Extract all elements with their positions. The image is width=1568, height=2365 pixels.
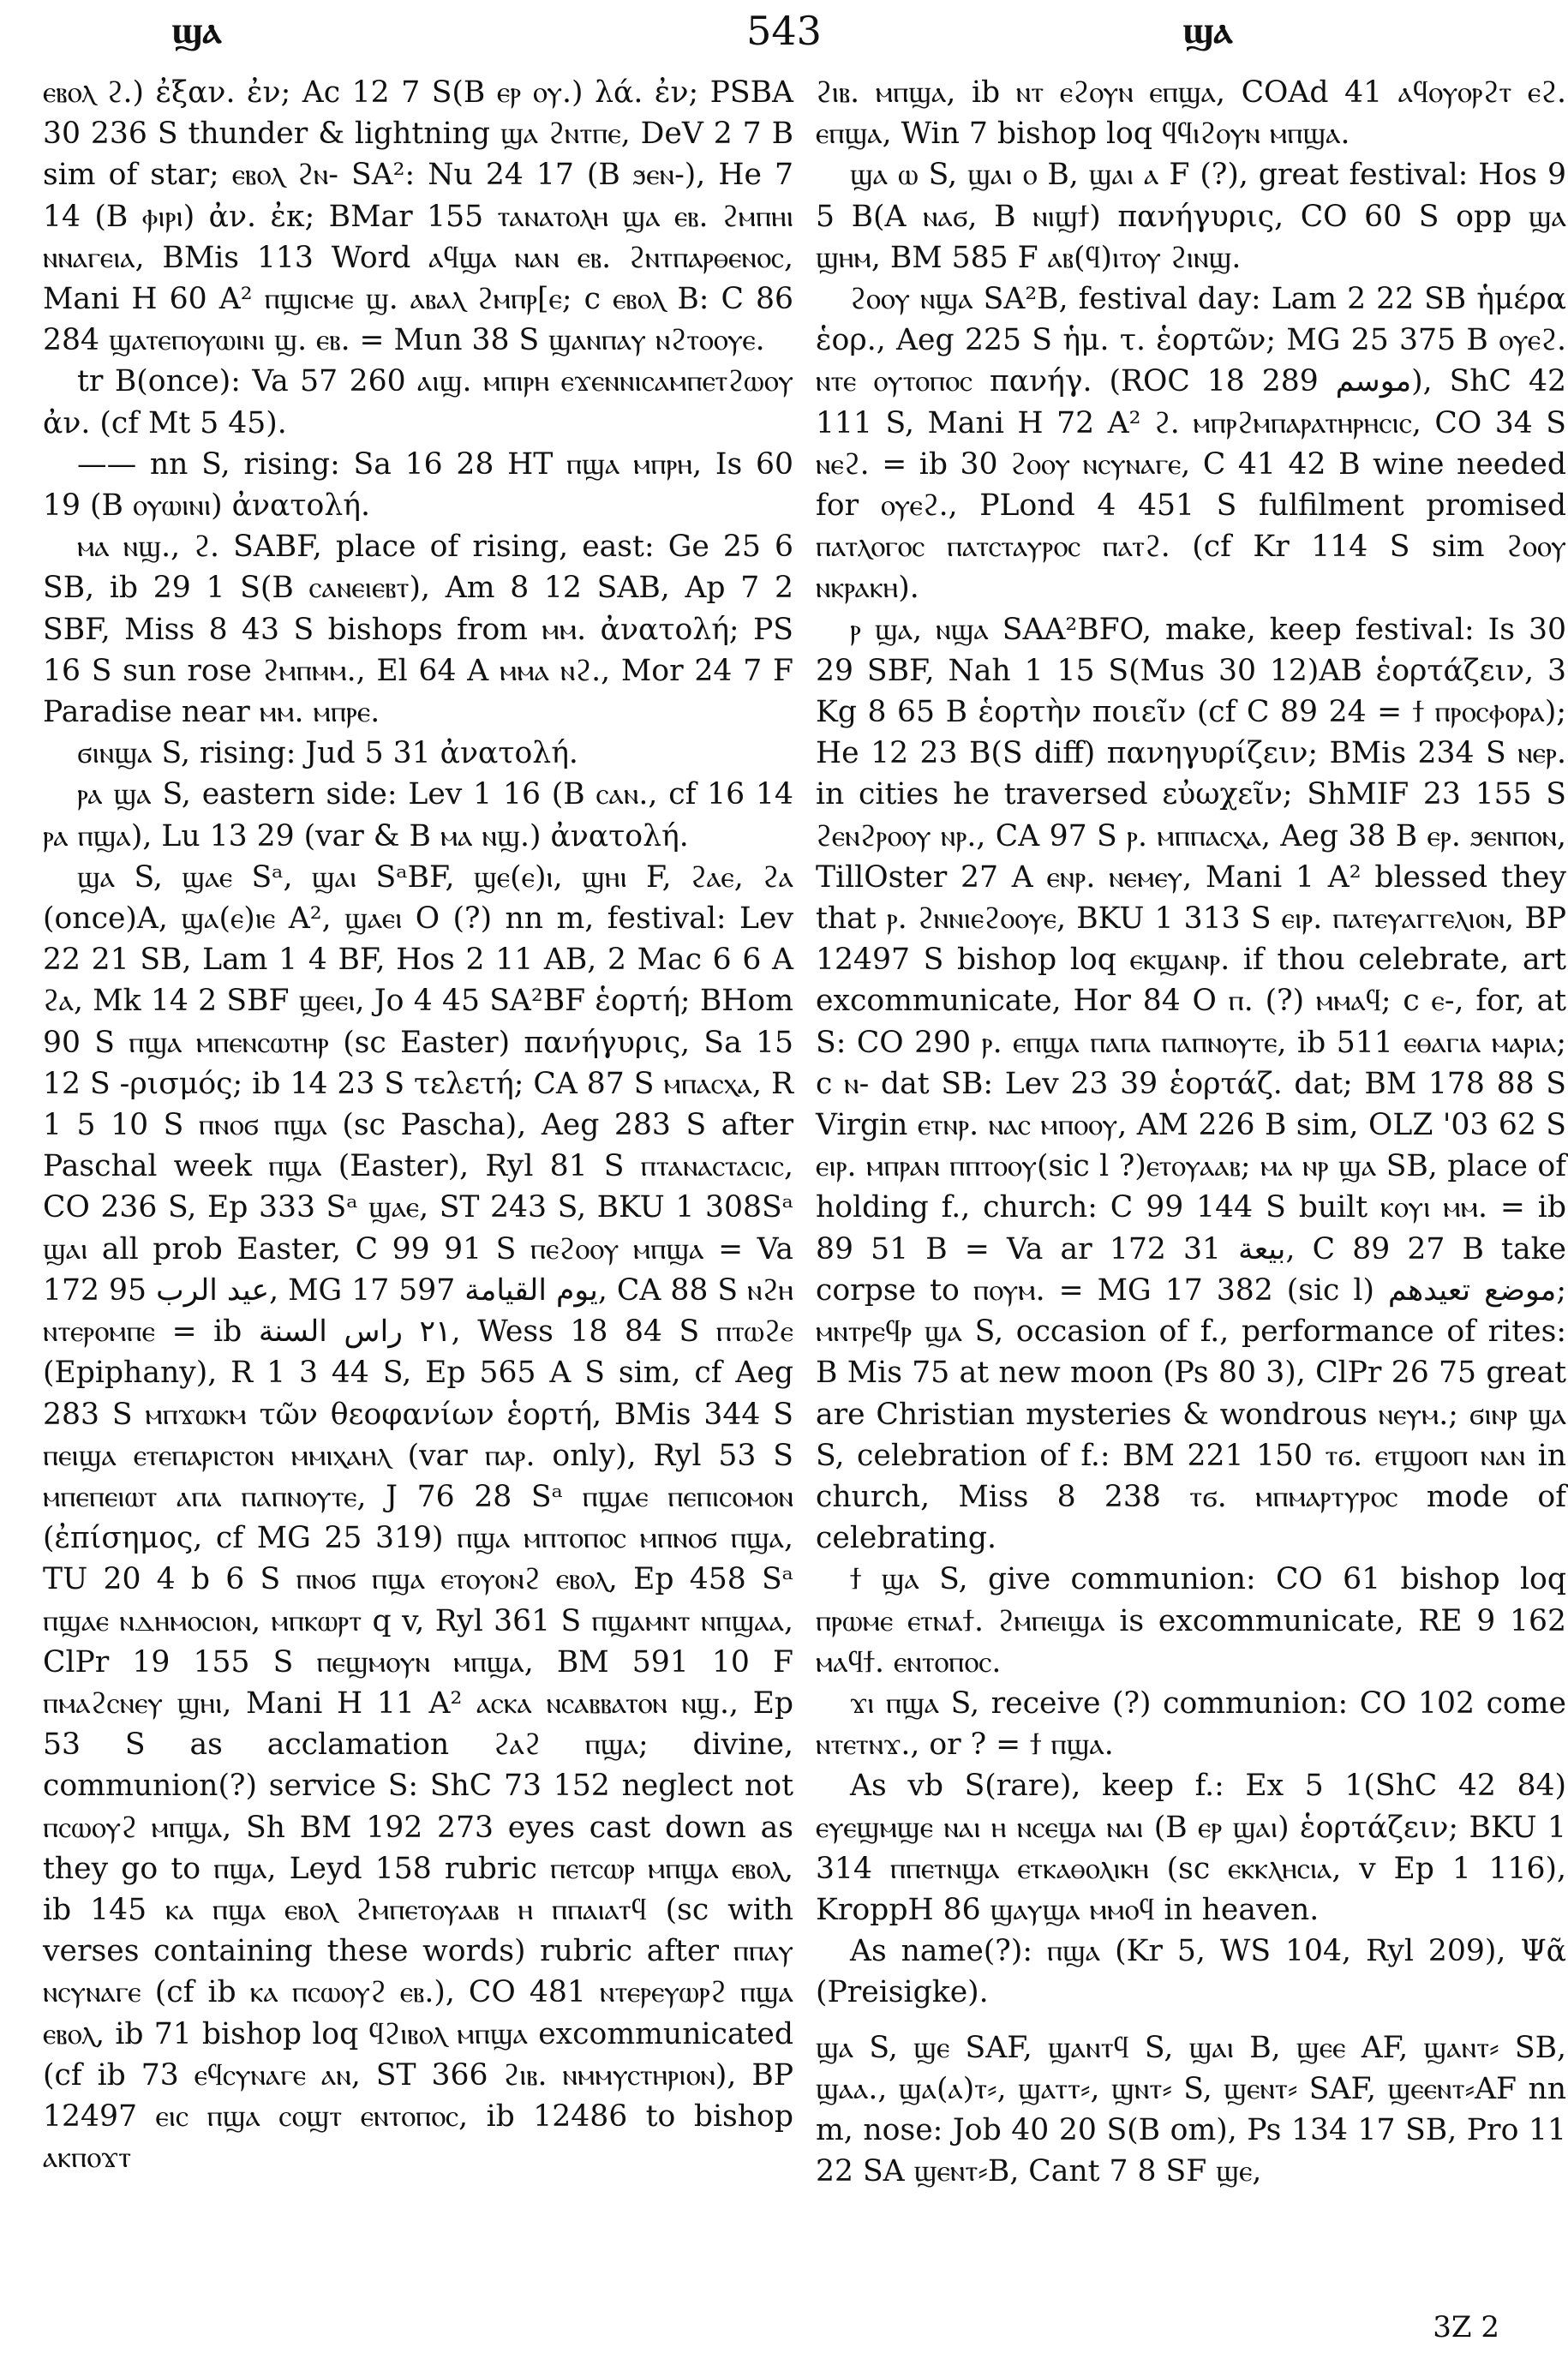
entry-paragraph: tr B(once): Va 57 260 ⲁⲓϣ. ⲙⲡⲓⲣⲏ ⲉϫⲉⲛⲛⲓⲥⲁⲙⲡⲉⲧϩⲱⲟⲩ ἀν. (cf Mt 5 45).: [43, 364, 793, 440]
entry-paragraph: ϣⲁ ⲱ S, ϣⲁⲓ ⲟ B, ϣⲁⲓ ⲁ F (?), great festival: Hos 9 5 B(A ⲛⲁϭ, B ⲛⲓϣϯ) πανήγυρις, CO 60 S opp ϣⲁ ϣⲏⲙ, BM 585 F ⲁⲃ(ϥ)ⲓⲧⲟⲩ ϩⲓⲛϣ.: [816, 158, 1566, 275]
left-column: [43, 72, 793, 2178]
entry-paragraph: As vb S(rare), keep f.: Ex 5 1(ShC 42 84) ⲉⲩⲉϣⲙϣⲉ ⲛⲁⲓ ⲏ ⲛⲥⲉϣⲁ ⲛⲁⲓ (B ⲉⲣ ϣⲁⲓ) ἑορτάζειν; BKU 1 314 ⲡⲡⲉⲧⲛϣⲁ ⲉⲧⲕⲁⲑⲟⲗⲓⲕⲏ (sc ⲉⲕⲕⲗⲏⲥⲓⲁ, v Ep 1 116), KroppH 86 ϣⲁⲩϣⲁ ⲙⲙⲟϥ in heaven.: [816, 1769, 1566, 1927]
entry-paragraph: ⲙⲁ ⲛϣ., ϩ. SABF, place of rising, east: Ge 25 6 SB, ib 29 1 S(B ⲥⲁⲛⲉⲓⲉⲃⲧ), Am 8 12 SAB, Ap 7 2 SBF, Miss 8 43 S bishops from ⲙⲙ. ἀνατολή; PS 16 S sun rose ϩⲙⲡⲙⲙ., El 64 A ⲙⲙⲁ ⲛϩ., Mor 24 7 F Paradise near ⲙⲙ. ⲙⲡⲣⲉ.: [43, 530, 793, 730]
entry-paragraph: ϯ ϣⲁ S, give communion: CO 61 bishop loq ⲡⲣⲱⲙⲉ ⲉⲧⲛⲁϯ. ϩⲙⲡⲉⲓϣⲁ is excommunicate, RE 9 162 ⲙⲁϥϯ. ⲉⲛⲧⲟⲡⲟⲥ.: [816, 1562, 1566, 1679]
entry-paragraph: As name(?): ⲡϣⲁ (Kr 5, WS 104, Ryl 209), Ψᾶ (Preisigke).: [816, 1934, 1566, 2010]
entry-paragraph: ⲣ ϣⲁ, ⲛϣⲁ SAA²BFO, make, keep festival: Is 30 29 SBF, Nah 1 15 S(Mus 30 12)AB ἑορτάζειν, 3 Kg 8 65 B ἑορτὴν ποιεῖν (cf C 89 24 = ϯ ⲡⲣⲟⲥⲫⲟⲣⲁ); He 12 23 B(S diff) πανηγυρίζειν; BMis 234 S ⲛⲉⲣ. in cities he traversed εὐωχεῖν; ShMIF 23 155 S ϩⲉⲛϩⲣⲟⲟⲩ ⲛⲣ., CA 97 S ⲣ. ⲙⲡⲡⲁⲥⲭⲁ, Aeg 38 B ⲉⲣ. ϧⲉⲛⲡⲟⲛ, TillOster 27 A ⲉⲛⲣ. ⲛⲉⲙⲉⲩ, Mani 1 A² blessed they that ⲣ. ϩⲛⲛⲓⲉϩⲟⲟⲩⲉ, BKU 1 313 S ⲉⲓⲣ. ⲡⲁⲧⲉⲩⲁⲅⲅⲉⲗⲓⲟⲛ, BP 12497 S bishop loq ⲉⲕϣⲁⲛⲣ. if thou celebrate, art excommunicate, Hor 84 O ⲡ. (?) ⲙⲙⲁϥ; c ⲉ-, for, at S: CO 290 ⲣ. ⲉⲡϣⲁ ⲡⲁⲡⲁ ⲡⲁⲡⲛⲟⲩⲧⲉ, ib 511 ⲉⲑⲁⲅⲓⲁ ⲙⲁⲣⲓⲁ; c ⲛ- dat SB: Lev 23 39 ἑορτάζ. dat; BM 178 88 S Virgin ⲉⲧⲛⲣ. ⲛⲁⲥ ⲙⲡⲟⲟⲩ, AM 226 B sim, OLZ '03 62 S ⲉⲓⲣ. ⲙⲡⲣⲁⲛ ⲡⲡⲧⲟⲟⲩ(sic l ?)ⲉⲧⲟⲩⲁⲁⲃ; ⲙⲁ ⲛⲣ ϣⲁ SB, place of holding f., church: C 99 144 S built ⲕⲟⲩⲓ ⲙⲙ. = ib 89 51 B = Va ar 172 31 بيعة, C 89 27 B take corpse to ⲡⲟⲩⲙ. = MG 17 382 (sic l) موضع تعيدهم; ⲙⲛⲧⲣⲉϥⲣ ϣⲁ S, occasion of f., performance of rites: B Mis 75 at new moon (Ps 80 3), ClPr 26 75 great are Christian mysteries & wondrous ⲛⲉⲩⲙ.; ϭⲓⲛⲣ ϣⲁ S, celebration of f.: BM 221 150 ⲧϭ. ⲉⲧϣⲟⲟⲡ ⲛⲁⲛ in church, Miss 8 238 ⲧϭ. ⲙⲡⲙⲁⲣⲧⲩⲣⲟⲥ mode of celebrating.: [816, 612, 1566, 1556]
entry-paragraph: ϫⲓ ⲡϣⲁ S, receive (?) communion: CO 102 come ⲛⲧⲉⲧⲛϫ., or ? = ϯ ⲡϣⲁ.: [816, 1685, 1566, 1763]
right-column: [816, 72, 1566, 2192]
entry-paragraph: ϣⲁ S, ϣⲁⲉ Sᵃ, ϣⲁⲓ SᵃBF, ϣⲉ(ⲉ)ⲓ, ϣⲏⲓ F, ϩⲁⲉ, ϩⲁ (once)A, ϣⲁ(ⲉ)ⲓⲉ A², ϣⲁⲉⲓ O (?) nn m, festival: Lev 22 21 SB, Lam 1 4 BF, Hos 2 11 AB, 2 Mac 6 6 A ϩⲁ, Mk 14 2 SBF ϣⲉⲉⲓ, Jo 4 45 SA²BF ἑορτή; BHom 90 S ⲡϣⲁ ⲙⲡⲉⲛⲥⲱⲧⲏⲣ (sc Easter) πανήγυρις, Sa 15 12 S -ρισμός; ib 14 23 S τελετή; CA 87 S ⲙⲡⲁⲥⲭⲁ, R 1 5 10 S ⲡⲛⲟϭ ⲡϣⲁ (sc Pascha), Aeg 283 S after Paschal week ⲡϣⲁ (Easter), Ryl 81 S ⲡⲧⲁⲛⲁⲥⲧⲁⲥⲓⲥ, CO 236 S, Ep 333 Sᵃ ϣⲁⲉ, ST 243 S, BKU 1 308Sᵃ ϣⲁⲓ all prob Easter, C 99 91 S ⲡⲉϩⲟⲟⲩ ⲙⲡϣⲁ = Va 172 95 عيد الرب, MG 17 597 يوم القيامة, CA 88 S ⲛϩⲏ ⲛⲧⲉⲣⲟⲙⲡⲉ = ib ٢١ راس السنة, Wess 18 84 S ⲡⲧⲱϩⲉ (Epiphany), R 1 3 44 S, Ep 565 A S sim, cf Aeg 283 S ⲙⲡϫⲱⲕⲙ τῶν θεοφανίων ἑορτή, BMis 344 S ⲡⲉⲓϣⲁ ⲉⲧⲉⲡⲁⲣⲓⲥⲧⲟⲛ ⲙⲙⲓⲭⲁⲏⲗ (var ⲡⲁⲣ. only), Ryl 53 S ⲙⲡⲉⲡⲉⲓⲱⲧ ⲁⲡⲁ ⲡⲁⲡⲛⲟⲩⲧⲉ, J 76 28 Sᵃ ⲡϣⲁⲉ ⲡⲉⲡⲓⲥⲟⲙⲟⲛ (ἐπίσημος, cf MG 25 319) ⲡϣⲁ ⲙⲡⲧⲟⲡⲟⲥ ⲙⲡⲛⲟϭ ⲡϣⲁ, TU 20 4 b 6 S ⲡⲛⲟϭ ⲡϣⲁ ⲉⲧⲟⲩⲟⲛϩ ⲉⲃⲟⲗ, Ep 458 Sᵃ ⲡϣⲁⲉ ⲛⲇⲏⲙⲟⲥⲓⲟⲛ, ⲙⲡⲕⲱⲣⲧ q v, Ryl 361 S ⲡϣⲁⲙⲛⲧ ⲛⲡϣⲁⲁ, ClPr 19 155 S ⲡⲉϣⲙⲟⲩⲛ ⲙⲡϣⲁ, BM 591 10 F ⲡⲙⲁϩⲥⲛⲉⲩ ϣⲏⲓ, Mani H 11 A² ⲁⲥⲕⲁ ⲛⲥⲁⲃⲃⲁⲧⲟⲛ ⲛϣ., Ep 53 S as acclamation ϩⲁϩ ⲡϣⲁ; divine, communion(?) service S: ShC 73 152 neglect not ⲡⲥⲱⲟⲩϩ ⲙⲡϣⲁ, Sh BM 192 273 eyes cast down as they go to ⲡϣⲁ, Leyd 158 rubric ⲡⲉⲧⲥⲱⲣ ⲙⲡϣⲁ ⲉⲃⲟⲗ, ib 145 ⲕⲁ ⲡϣⲁ ⲉⲃⲟⲗ ϩⲙⲡⲉⲧⲟⲩⲁⲁⲃ ⲏ ⲡⲡⲁⲓⲁⲧϥ (sc with verses containing these words) rubric after ⲡⲡⲁⲩ ⲛⲥⲩⲛⲁⲅⲉ (cf ib ⲕⲁ ⲡⲥⲱⲟⲩϩ ⲉⲃ.), CO 481 ⲛⲧⲉⲣⲉⲩⲱⲣϩ ⲡϣⲁ ⲉⲃⲟⲗ, ib 71 bishop loq ϥϩⲓⲃⲟⲗ ⲙⲡϣⲁ excommunicated (cf ib 73 ⲉϥⲥⲩⲛⲁⲅⲉ ⲁⲛ, ST 366 ϩⲓⲃ. ⲛⲙⲙⲩⲥⲧⲏⲣⲓⲟⲛ), BP 12497 ⲉⲓⲥ ⲡϣⲁ ⲥⲟϣⲧ ⲉⲛⲧⲟⲡⲟⲥ, ib 12486 to bishop ⲁⲕⲡⲟϫⲧ: [43, 859, 794, 2176]
entry-paragraph: —— nn S, rising: Sa 16 28 HT ⲡϣⲁ ⲙⲡⲣⲏ, Is 60 19 (B ⲟⲩⲱⲓⲛⲓ) ἀνατολή.: [43, 446, 793, 524]
page-number: 543: [746, 8, 822, 54]
entry-paragraph: ϩⲓⲃ. ⲙⲡϣⲁ, ib ⲛⲧ ⲉϩⲟⲩⲛ ⲉⲡϣⲁ, COAd 41 ⲁϥⲟⲩⲟⲣϩⲧ ⲉϩ. ⲉⲡϣⲁ, Win 7 bishop loq ϥϥⲓϩⲟⲩⲛ ⲙⲡϣⲁ.: [816, 75, 1566, 152]
running-head-right: ϣⲁ: [1182, 9, 1233, 52]
entry-paragraph: ϭⲓⲛϣⲁ S, rising: Jud 5 31 ἀνατολή.: [77, 736, 578, 771]
entry-paragraph: ⲣⲁ ϣⲁ S, eastern side: Lev 1 16 (B ⲥⲁⲛ., cf 16 14 ⲣⲁ ⲡϣⲁ), Lu 13 29 (var & B ⲙⲁ ⲛϣ.) ἀνατολή.: [43, 777, 793, 853]
entry-paragraph: ϣⲁ S, ϣⲉ SAF, ϣⲁⲛⲧϥ S, ϣⲁⲓ B, ϣⲉⲉ AF, ϣⲁⲛⲧ⸗ SB, ϣⲁⲁ., ϣⲁ(ⲁ)ⲧ⸗, ϣⲁⲧⲧ⸗, ϣⲛⲧ⸗ S, ϣⲉⲛⲧ⸗ SAF, ϣⲉⲉⲛⲧ⸗AF nn m, nose: Job 40 20 S(B om), Ps 134 17 SB, Pro 11 22 SA ϣⲉⲛⲧ⸗B, Cant 7 8 SF ϣⲉ,: [816, 2030, 1566, 2189]
running-head-left: ϣⲁ: [171, 9, 222, 52]
entry-paragraph: ϩⲟⲟⲩ ⲛϣⲁ SA²B, festival day: Lam 2 22 SB ἡμέρα ἑορ., Aeg 225 S ἡμ. τ. ἑορτῶν; MG 25 375 B ⲟⲩⲉϩ. ⲛⲧⲉ ⲟⲩⲧⲟⲡⲟⲥ πανήγ. (ROC 18 289 موسم), ShC 42 111 S, Mani H 72 A² ϩ. ⲙⲡⲣϩⲙⲡⲁⲣⲁⲧⲏⲣⲏⲥⲓⲥ, CO 34 S ⲛⲉϩ. = ib 30 ϩⲟⲟⲩ ⲛⲥⲩⲛⲁⲅⲉ, C 41 42 B wine needed for ⲟⲩⲉϩ., PLond 4 451 S fulfilment promised ⲡⲁⲧⲗⲟⲅⲟⲥ ⲡⲁⲧⲥⲧⲁⲩⲣⲟⲥ ⲡⲁⲧϩ. (cf Kr 114 S sim ϩⲟⲟⲩ ⲛⲕⲣⲁⲕⲏ).: [816, 282, 1566, 606]
signature-mark: 3Z 2: [1433, 2310, 1499, 2344]
entry-paragraph: ⲉⲃⲟⲗ ϩ.) ἐξαν. ἐν; Ac 12 7 S(B ⲉⲣ ⲟⲩ.) λά. ἐν; PSBA 30 236 S thunder & lightning ϣⲁ ϩⲛⲧⲡⲉ, DeV 2 7 B sim of star; ⲉⲃⲟⲗ ϩⲛ- SA²: Nu 24 17 (B ϧⲉⲛ-), He 7 14 (B ⲫⲓⲣⲓ) ἀν. ἐκ; BMar 155 ⲧⲁⲛⲁⲧⲟⲗⲏ ϣⲁ ⲉⲃ. ϩⲙⲡⲏⲓ ⲛⲛⲁⲅⲉⲓⲁ, BMis 113 Word ⲁϥϣⲁ ⲛⲁⲛ ⲉⲃ. ϩⲛⲧⲡⲁⲣⲑⲉⲛⲟⲥ, Mani H 60 A² ⲡϣⲓⲥⲙⲉ ϣ. ⲁⲃⲁⲗ ϩⲙⲡⲣ[ⲉ; c ⲉⲃⲟⲗ B: C 86 284 ϣⲁⲧⲉⲡⲟⲩⲱⲓⲛⲓ ϣ. ⲉⲃ. = Mun 38 S ϣⲁⲛⲡⲁⲩ ⲛϩⲧⲟⲟⲩⲉ.: [43, 75, 793, 358]
